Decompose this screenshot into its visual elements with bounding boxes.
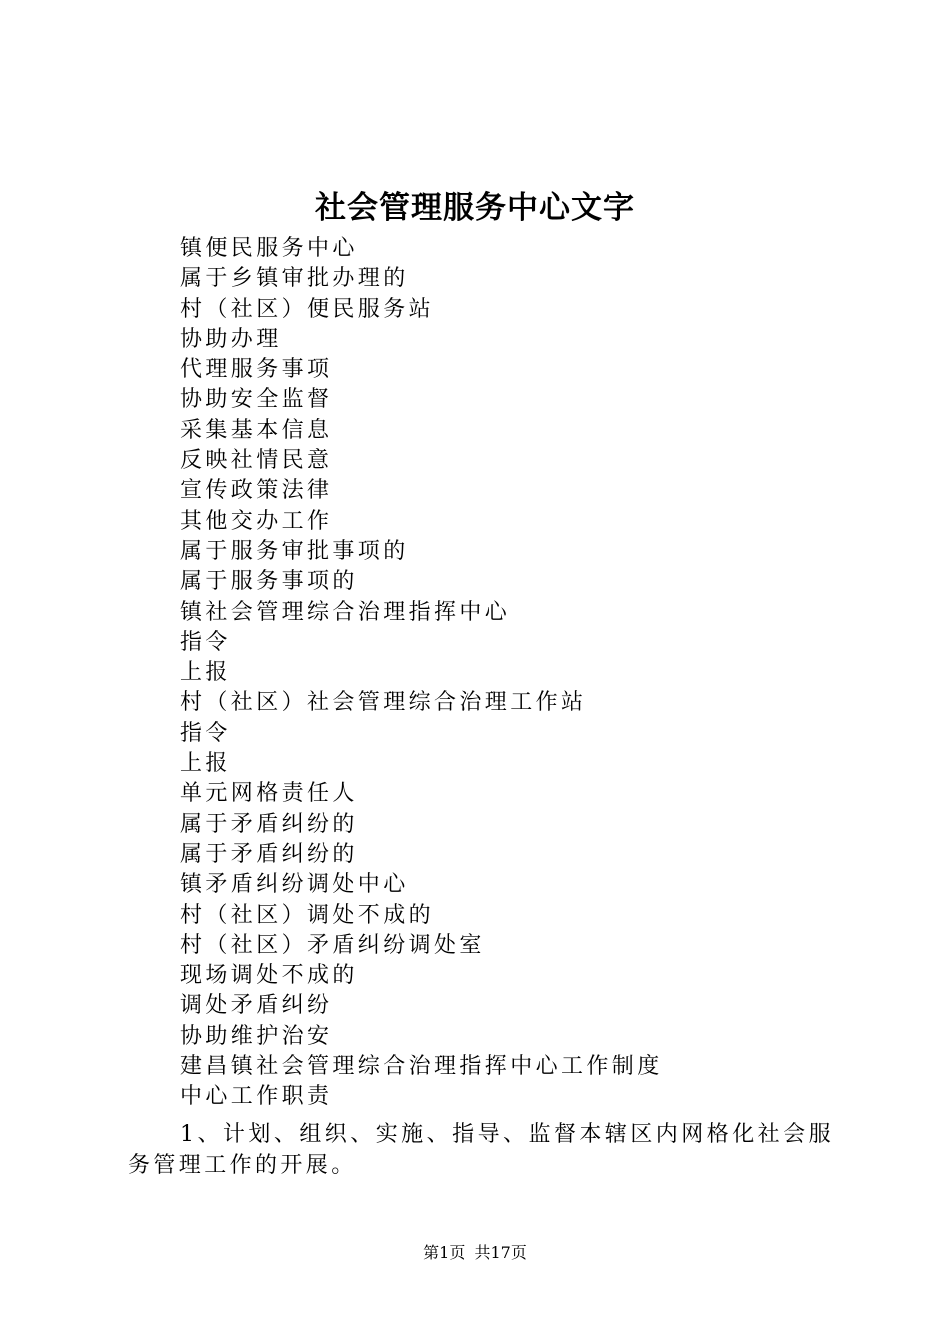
text-line: 反映社情民意 xyxy=(180,448,333,474)
text-line: 上报 xyxy=(180,660,231,686)
text-line: 镇社会管理综合治理指挥中心 xyxy=(180,599,511,625)
text-line: 村（社区）社会管理综合治理工作站 xyxy=(180,690,587,716)
text-line: 村（社区）便民服务站 xyxy=(180,296,435,322)
text-line: 属于矛盾纠纷的 xyxy=(180,811,358,837)
text-line: 宣传政策法律 xyxy=(180,478,333,504)
document-lines xyxy=(180,234,860,1113)
text-line: 属于服务事项的 xyxy=(180,569,358,595)
text-line: 采集基本信息 xyxy=(180,417,333,443)
text-line: 指令 xyxy=(180,629,231,655)
text-line: 属于服务审批事项的 xyxy=(180,538,409,564)
text-line: 协助办理 xyxy=(180,326,282,352)
text-line: 上报 xyxy=(180,751,231,777)
text-line: 现场调处不成的 xyxy=(180,963,358,989)
page-number: 第1页 xyxy=(423,1243,466,1262)
text-line: 协助安全监督 xyxy=(180,387,333,413)
text-line: 村（社区）矛盾纠纷调处室 xyxy=(180,932,485,958)
text-line: 镇便民服务中心 xyxy=(180,236,358,261)
text-line: 指令 xyxy=(180,720,231,746)
body-paragraph: 1、计划、组织、实施、指导、监督本辖区内网格化社会服务管理工作的开展。 xyxy=(128,1122,834,1178)
document-title: 社会管理服务中心文字 xyxy=(315,190,635,226)
page-total: 共17页 xyxy=(474,1243,527,1262)
text-line: 建昌镇社会管理综合治理指挥中心工作制度 xyxy=(180,1054,663,1080)
text-line: 村（社区）调处不成的 xyxy=(180,902,435,928)
text-line: 属于矛盾纠纷的 xyxy=(180,841,358,867)
text-line: 镇矛盾纠纷调处中心 xyxy=(180,872,409,898)
page-footer xyxy=(0,1241,950,1265)
text-line: 代理服务事项 xyxy=(180,357,333,383)
text-line: 属于乡镇审批办理的 xyxy=(180,266,409,292)
text-line: 中心工作职责 xyxy=(180,1084,333,1110)
text-line: 协助维护治安 xyxy=(180,1023,333,1049)
text-line: 其他交办工作 xyxy=(180,508,333,534)
text-line: 调处矛盾纠纷 xyxy=(180,993,333,1019)
text-line: 单元网格责任人 xyxy=(180,781,358,807)
